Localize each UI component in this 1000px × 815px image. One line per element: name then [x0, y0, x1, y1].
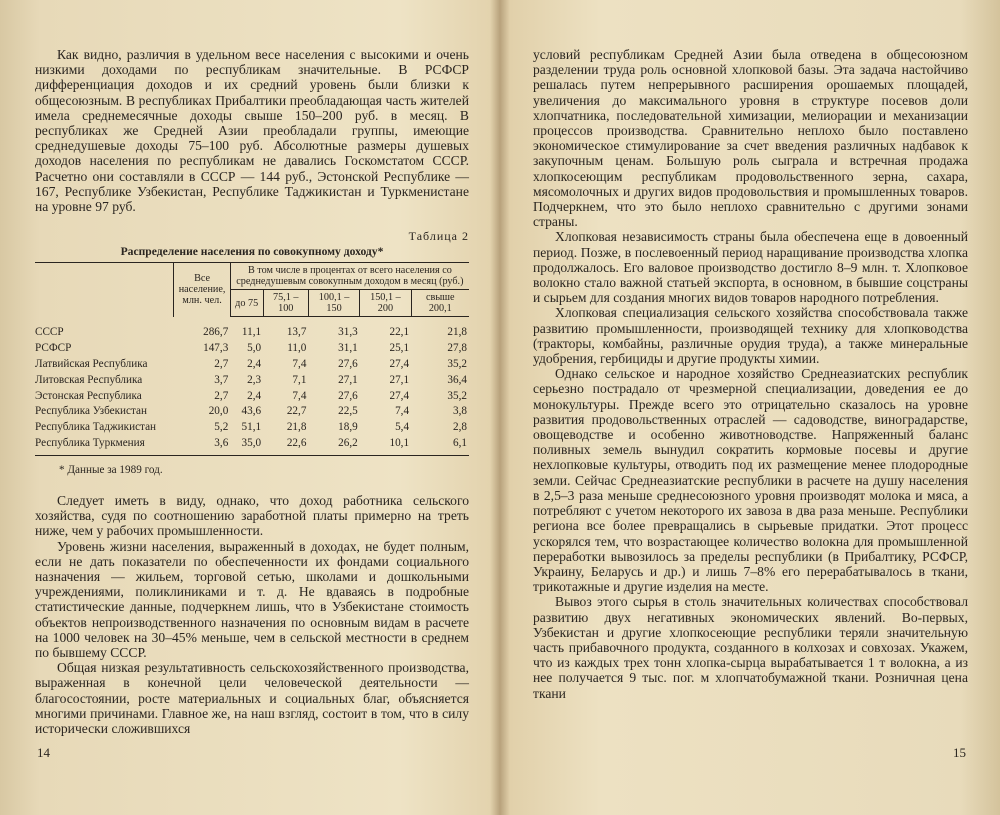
- cell: 18,9: [338, 421, 358, 434]
- cell: 5,2: [214, 421, 229, 434]
- cell: 20,0: [208, 405, 229, 418]
- cell: 7,1: [292, 373, 307, 386]
- row-name: Литовская Республика: [35, 373, 143, 386]
- cell: 27,1: [338, 373, 358, 386]
- header-population: Все население, млн. чел.: [174, 263, 230, 317]
- cell: 36,4: [447, 373, 467, 386]
- right-paragraph-1: условий республикам Средней Азии была отведена в общесоюзном разделении труда роль основной хлопковой базы. Эта задача настойчиво решалась путем непрерывного расширения орошаемых площадей, увеличения до максимального уровня в структуре посевов доли хлопчатника, последовательной химизации, мелиорации и механизации процессов производства. Сравнительно неплохо было поставлено экономическое стимулирование за счет введения различных надбавок к закупочным ценам. Большую роль сыграла и встречная продажа хлопкосеющим республикам продовольственного зерна, сахара, мясомолочных и других видов продовольствия и промышленных товаров. Подчеркнем, что это было неплохо сравнительно с другими зонами страны.: [533, 47, 968, 230]
- cell: 7,4: [395, 405, 410, 418]
- cell: 2,7: [214, 357, 229, 370]
- cell: 27,6: [338, 389, 358, 402]
- cell: 2,4: [247, 389, 262, 402]
- cell: 2,4: [247, 357, 262, 370]
- cell: 22,5: [338, 405, 358, 418]
- cell: 26,2: [308, 436, 359, 456]
- header-band-1: до 75: [230, 290, 263, 317]
- cell: 147,3: [203, 342, 229, 355]
- cell: 2,7: [214, 389, 229, 402]
- page-number-right: 15: [953, 745, 966, 760]
- header-income-group: В том числе в процентах от всего населения со среднедушевым совокупным доходом в месяц (руб.): [230, 263, 469, 290]
- cell: 35,2: [447, 357, 467, 370]
- row-name: Республика Таджикистан: [35, 421, 157, 434]
- row-name: Республика Узбекистан: [35, 405, 147, 418]
- left-paragraph-4: Общая низкая результативность сельскохозяйственного производства, выраженная в конечной цели человеческой деятельности — благосостоянии, росте материальных и социальных благ, объясняется многими причинами. Главное же, на наш взгляд, состоит в том, что в силу исторически сложившихся: [35, 660, 469, 737]
- right-paragraph-4: Однако сельское и народное хозяйство Среднеазиатских республик серьезно пострадало от чрезмерной специализации, доведения ее до монокультуры. Прежде всего это отрицательно сказалось на уровне развития продовольственных отраслей — садоводстве, виноградарстве, овощеводстве и особенно животноводстве. Напряженный баланс поливных земель вынудил сократить кормовые посевы и другие нехлопковые культуры, отводить под их размещение менее плодородные земли. Сейчас Среднеазиатские республики в расчете на душу населения в 2,5–3 раза меньше среднесоюзного уровня производят молока и мяса, а потребляют с учетом некоторого их завоза в два раза меньше. Республики региона все более превращались в сырьевые придатки. Этот процесс ускорялся тем, что возрастающее количество волокна для промышленной переработки вывозилось за пределы республики (в Прибалтику, РСФСР, Украину, Беларусь и др.) и лишь 7–8% его перерабатывалось в ткани, трикотажные и другие изделия на месте.: [533, 366, 968, 595]
- table-row: [35, 436, 469, 456]
- cell: 10,1: [360, 436, 411, 456]
- cell: 21,8: [286, 421, 307, 434]
- table-row: [35, 372, 469, 388]
- cell: 11,1: [241, 326, 262, 339]
- header-band-3: 100,1 – 150: [308, 290, 359, 317]
- cell: 27,1: [389, 373, 410, 386]
- cell: 2,8: [453, 421, 467, 434]
- header-blank: [35, 263, 174, 317]
- row-name: СССР: [35, 326, 64, 339]
- cell: 6,1: [411, 436, 469, 456]
- cell: 27,8: [447, 342, 467, 355]
- table-row: [35, 357, 469, 373]
- cell: 31,1: [338, 342, 358, 355]
- cell: 22,1: [389, 326, 410, 339]
- cell: 22,6: [263, 436, 308, 456]
- table-footnote: * Данные за 1989 год.: [59, 464, 163, 477]
- right-paragraph-3: Хлопковая специализация сельского хозяйства способствовала также развитию промышленности, производящей технику для хлопководства (тракторы, комбайны, различные орудия труда), а также минеральные удобрения, гербициды и другие продукты химии.: [533, 305, 968, 367]
- row-name: Республика Туркмения: [35, 436, 174, 456]
- cell: 22,7: [286, 405, 307, 418]
- table-row: [35, 420, 469, 436]
- cell: 11,0: [287, 342, 307, 355]
- left-paragraph-2: Следует иметь в виду, однако, что доход работника сельского хозяйства, судя по соотношению заработной платы примерно на треть ниже, чем у рабочих промышленности.: [35, 493, 469, 539]
- right-text: [533, 47, 968, 701]
- cell: 35,2: [447, 389, 467, 402]
- income-distribution-table-block: [35, 230, 469, 477]
- cell: 31,3: [338, 326, 358, 339]
- cell: 7,4: [292, 357, 307, 370]
- table-label: Таблица 2: [408, 229, 469, 243]
- header-band-2: 75,1 – 100: [263, 290, 308, 317]
- right-paragraph-5: Вывоз этого сырья в столь значительных количествах способствовал развитию двух негативных экономических явлений. Во-первых, Узбекистан и другие хлопкосеющие республики теряли значительную часть прибавочного продукта, созданного в колхозах и совхозах. Укажем, что из каждых трех тонн хлопка-сырца вырабатывается 1 т волокна, а из нее получается 9 тыс. пог. м хлопчатобумажной ткани. Розничная цена ткани: [533, 594, 968, 701]
- cell: 13,7: [286, 326, 307, 339]
- cell: 7,4: [292, 389, 307, 402]
- income-distribution-table: [35, 262, 469, 456]
- right-paragraph-2: Хлопковая независимость страны была обеспечена еще в довоенный период. Позже, в послевоенный период наращивание производства хлопка продолжалось. Его валовое производство достигло 8–9 млн. т. Хлопковое волокно стало важной статьей экспорта, в основном, в бывшие соцстраны и сырьем для создания многих видов товаров народного потребления.: [533, 229, 968, 306]
- row-name: Латвийская Республика: [35, 357, 148, 370]
- table-row: [35, 388, 469, 404]
- cell: 27,6: [338, 357, 358, 370]
- cell: 3,8: [453, 405, 467, 418]
- left-bottom-text: [35, 493, 469, 736]
- cell: 3,6: [174, 436, 230, 456]
- row-name: Эстонская Республика: [35, 389, 142, 402]
- cell: 51,1: [241, 421, 262, 434]
- header-band-5: свыше 200,1: [411, 290, 469, 317]
- table-row: [35, 404, 469, 420]
- left-top-text: [35, 47, 469, 214]
- cell: 27,4: [389, 357, 410, 370]
- cell: 27,4: [389, 389, 410, 402]
- cell: 2,3: [247, 373, 262, 386]
- right-page: [500, 0, 1000, 815]
- cell: 5,0: [247, 342, 262, 355]
- header-band-4: 150,1 – 200: [360, 290, 411, 317]
- cell: 35,0: [230, 436, 263, 456]
- cell: 5,4: [395, 421, 410, 434]
- cell: 21,8: [447, 326, 467, 339]
- cell: 286,7: [203, 326, 229, 339]
- cell: 43,6: [241, 405, 262, 418]
- table-title: Распределение населения по совокупному доходу*: [120, 245, 384, 258]
- left-paragraph-1: Как видно, различия в удельном весе населения с высокими и очень низкими доходами по республикам значительные. В РСФСР дифференциация доходов и их средний уровень были близки к общесоюзным. В республиках Прибалтики преобладающая часть жителей имела среднемесячные доходы свыше 150–200 руб. в месяц. В республиках же Средней Азии преобладали группы, имеющие среднедушевые доходы 75–100 руб. Абсолютные размеры душевых доходов населения по республикам не давались Госкомстатом СССР. Расчетно они составляли в СССР — 144 руб., Эстонской Республике — 167, Республике Узбекистан, Республике Таджикистан и Туркменистане на уровне 97 руб.: [35, 47, 469, 215]
- row-name: РСФСР: [35, 342, 72, 355]
- cell: 3,7: [214, 373, 229, 386]
- cell: 25,1: [389, 342, 410, 355]
- table-row: [35, 341, 469, 357]
- left-paragraph-3: Уровень жизни населения, выраженный в доходах, не будет полным, если не дать показатели по обеспеченности их фондами социального назначения — жильем, торговой сетью, школами и дошкольными учреждениями, поликлиниками и т. д. Не вдаваясь в подробные статистические данные, подчеркнем лишь, что в Узбекистане стоимость объектов непроизводственного назначения по основным видам в расчете на 1000 человек на 30–45% меньше, чем в сельской местности в среднем по бывшему СССР.: [35, 538, 469, 661]
- table-row: [35, 317, 469, 341]
- page-number-left: 14: [37, 745, 50, 760]
